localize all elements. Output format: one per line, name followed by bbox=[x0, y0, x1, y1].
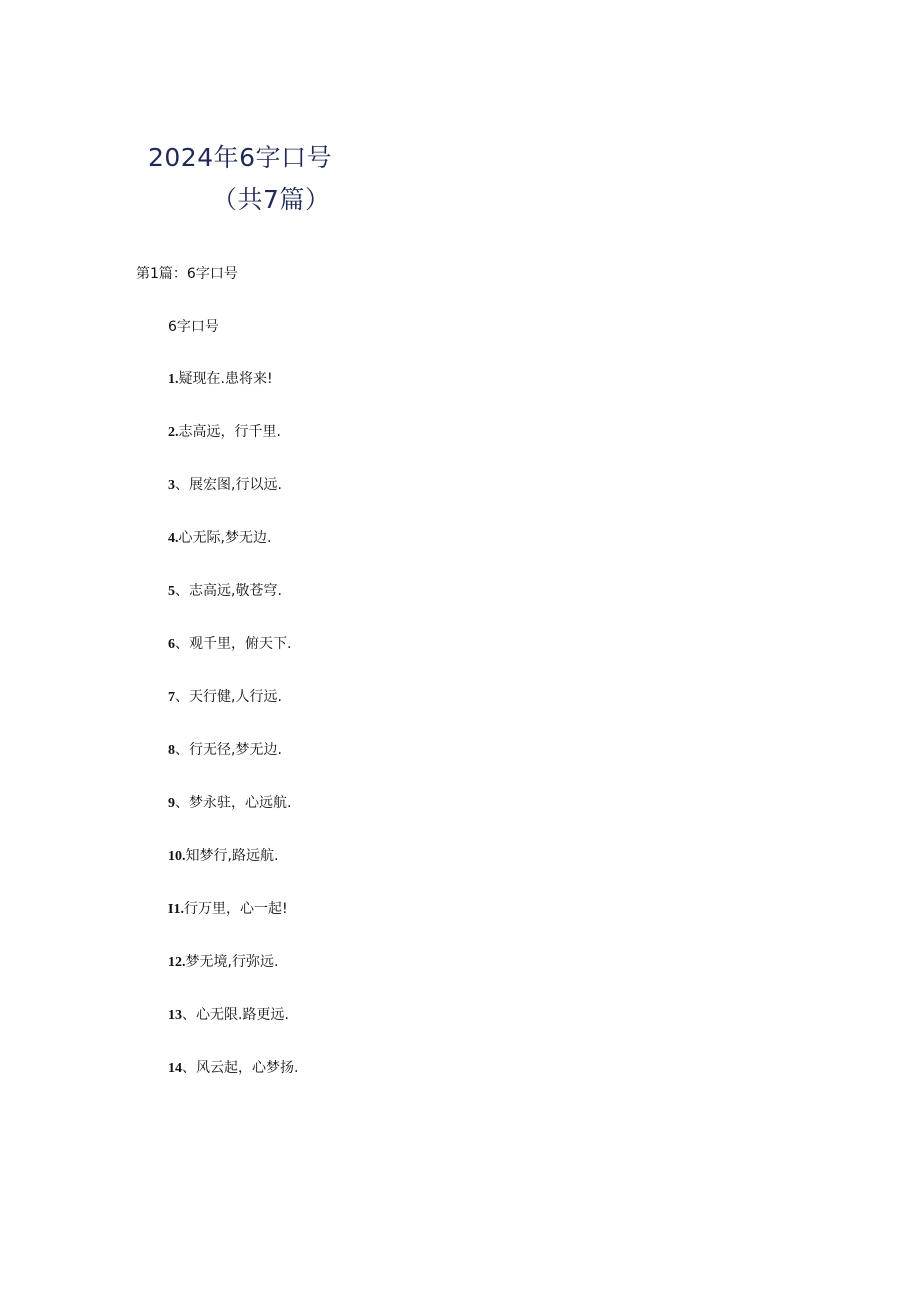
slogan-number: 2. bbox=[168, 425, 179, 440]
slogan-number: 6 bbox=[168, 637, 175, 652]
slogan-number: 3 bbox=[168, 478, 175, 493]
slogan-text: 心无际,梦无边. bbox=[178, 530, 272, 546]
slogan-item bbox=[168, 634, 298, 687]
slogan-text: 、观千里，俯天下. bbox=[175, 636, 292, 652]
slogan-number: 13 bbox=[168, 1008, 182, 1023]
slogan-item bbox=[168, 687, 298, 740]
slogan-number: 14 bbox=[168, 1061, 182, 1076]
slogan-item bbox=[168, 369, 298, 422]
slogan-text: 、天行健,人行远. bbox=[175, 689, 282, 705]
slogan-number: I1. bbox=[168, 902, 184, 917]
slogan-number: 10. bbox=[168, 849, 186, 864]
slogan-number: 5 bbox=[168, 584, 175, 599]
slogan-text: 、行无径,梦无边. bbox=[175, 742, 282, 758]
slogan-number: 9 bbox=[168, 796, 175, 811]
slogan-item bbox=[168, 528, 298, 581]
slogan-number: 12. bbox=[168, 955, 186, 970]
slogan-text: 志高远，行千里. bbox=[178, 424, 281, 440]
slogan-text: 、梦永驻，心远航. bbox=[175, 795, 292, 811]
slogan-item bbox=[168, 422, 298, 475]
slogan-item bbox=[168, 1005, 298, 1058]
slogan-item bbox=[168, 793, 298, 846]
slogan-number: 8 bbox=[168, 743, 175, 758]
slogan-text: 行万里，心一起! bbox=[183, 901, 288, 917]
slogan-number: 1. bbox=[168, 372, 179, 387]
section-heading: 第1篇：6字口号 bbox=[136, 266, 238, 282]
slogan-item bbox=[168, 475, 298, 528]
slogan-list bbox=[168, 369, 298, 1111]
slogan-text: 梦无境,行弥远. bbox=[185, 954, 279, 970]
slogan-text: 、心无限.路更远. bbox=[182, 1007, 289, 1023]
slogan-item bbox=[168, 899, 298, 952]
slogan-item bbox=[168, 1058, 298, 1111]
slogan-number: 7 bbox=[168, 690, 175, 705]
slogan-item bbox=[168, 581, 298, 634]
document-title: 2024年6字口号 bbox=[148, 143, 333, 172]
slogan-text: 、志高远,敬苍穹. bbox=[175, 583, 282, 599]
sub-heading: 6字口号 bbox=[168, 319, 219, 335]
document-subtitle: （共7篇） bbox=[212, 185, 331, 214]
slogan-text: 、展宏图,行以远. bbox=[175, 477, 282, 493]
slogan-item bbox=[168, 740, 298, 793]
slogan-text: 、风云起，心梦扬. bbox=[182, 1060, 299, 1076]
slogan-text: 疑现在.患将来! bbox=[178, 371, 273, 387]
slogan-number: 4. bbox=[168, 531, 179, 546]
slogan-item bbox=[168, 846, 298, 899]
slogan-item bbox=[168, 952, 298, 1005]
slogan-text: 知梦行,路远航. bbox=[185, 848, 279, 864]
